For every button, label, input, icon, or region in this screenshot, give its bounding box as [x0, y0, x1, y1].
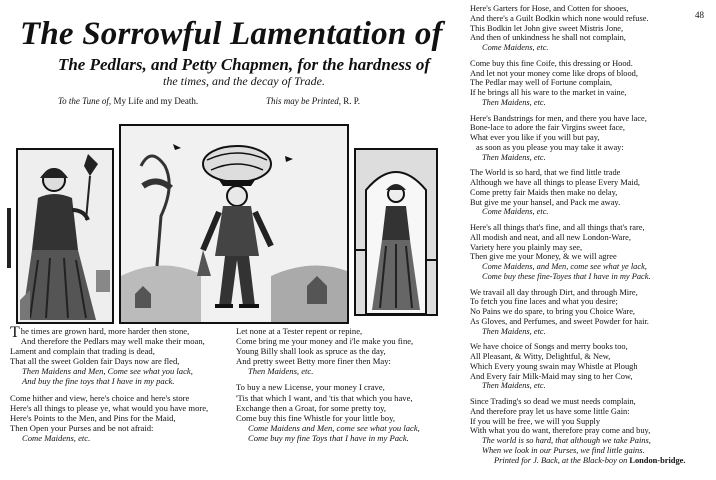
verse-line: If he brings all his ware to the market in vaine, — [470, 88, 627, 97]
stanza — [470, 397, 706, 465]
stanza — [10, 393, 232, 443]
verse-line: Since Trading's so dead we must needs complain, — [470, 397, 636, 406]
stanza — [10, 326, 232, 387]
verse-line: As Gloves, and Perfumes, and sweet Powder for hair. — [470, 316, 649, 326]
verse-line: With what you do want, therefore pray come and buy, — [470, 426, 651, 436]
verse-line: That all the sweet Golden fair Days now are fled, — [10, 356, 180, 367]
ballad-title: The Sorrowful Lamentation of — [20, 16, 443, 52]
verse-line: And therefore pray let us have some little Gain: — [470, 406, 630, 416]
verse-line: But give me your hansel, and Pack me away. — [470, 197, 621, 207]
verse-line: Exchange then a Groat, for some pretty toy, — [236, 402, 387, 413]
refrain-line: Then Maidens, etc. — [482, 97, 546, 107]
refrain-line: Then Maidens, etc. — [482, 152, 546, 162]
imprint-text: Printed for J. Back, at the Black-boy on — [494, 455, 628, 465]
stanza — [470, 223, 706, 282]
verse-line: Young Billy shall look as spruce as the day, — [236, 346, 386, 357]
verse-line: Here's Garters for Hose, and Cotten for shooes, — [470, 4, 629, 13]
verse-line: Here's Points to the Men, and Pins for the Maid, — [10, 412, 176, 423]
verse-line: Here's Bandstrings for men, and there you have lace, — [470, 113, 647, 123]
verse-column-3 — [470, 4, 706, 471]
verse-line: Let none at a Tester repent or repine, — [236, 326, 363, 336]
verse-line: The World is so hard, that we find little trade — [470, 168, 621, 178]
verse-line: Come buy this fine Whistle for your little boy, — [236, 412, 395, 423]
refrain-line: Then Maidens, etc. — [248, 366, 314, 377]
chorus-line: Then Maidens and Men, Come see what you lack, — [22, 366, 193, 377]
license-label: This may be Printed, — [266, 96, 341, 106]
verse-line: And then of unkindness he shall not complain, — [470, 33, 626, 43]
imprint-location: London-bridge. — [629, 455, 686, 465]
verse-line: To fetch you fine laces and what you desire; — [470, 297, 618, 307]
verse-line: Variety here you plainly may see, — [470, 242, 583, 252]
verse-column-1 — [10, 326, 232, 449]
verse-line: We travail all day through Dirt, and through Mire, — [470, 287, 638, 297]
margin-rule — [7, 208, 11, 268]
verse-line: If you will be free, we will you Supply — [470, 416, 601, 426]
verse-line: he times are grown hard, more harder then stone, — [20, 326, 190, 336]
verse-line: This Bodkin let John give sweet Mistris Jone, — [470, 23, 624, 33]
stanza — [470, 114, 706, 163]
chorus-line: Come Maidens and Men, come see what you lack, — [248, 422, 420, 433]
verse-line: Come hither and view, here's choice and here's store — [10, 392, 190, 403]
stanza — [470, 59, 706, 108]
stanza — [236, 382, 462, 443]
stanza — [236, 326, 462, 376]
verse-line: Come pretty fair Maids then make no delay, — [470, 187, 618, 197]
chorus-line: Come buy these fine-Toyes that I have in my Pack. — [482, 271, 651, 281]
verse-line: Here's all things that's fine, and all things that's rare, — [470, 223, 645, 232]
woman-flower-illustration — [18, 150, 112, 322]
chorus-line: Come buy my fine Toys that I have in my Pack. — [248, 432, 409, 443]
woodcut-pedlar — [119, 124, 349, 324]
verse-line: All Pleasant, & Witty, Delightful, & New, — [470, 352, 611, 361]
stanza — [470, 4, 706, 53]
verse-line: The Pedlar may well of Fortune complain, — [470, 78, 613, 88]
tune-line — [58, 96, 198, 106]
verse-column-2 — [236, 326, 462, 449]
refrain-line: Come Maidens, etc. — [22, 432, 91, 443]
verse-line: All modish and neat, and all new London-Ware, — [470, 232, 631, 242]
chorus-line: And buy the fine toys that I have in my pack. — [22, 376, 175, 387]
license-initials: R. P. — [343, 96, 361, 106]
verse-line: 'Tis that which I want, and 'tis that which you have, — [236, 392, 413, 403]
verse-line: We have choice of Songs and merry books too, — [470, 342, 628, 352]
verse-line: No Pains we do spare, to bring you Choice Ware, — [470, 307, 636, 316]
subtitle-line-2: the times, and the decay of Trade. — [163, 73, 325, 88]
ballad-subtitle — [24, 56, 464, 87]
verse-line: as soon as you please you may take it away: — [476, 142, 624, 152]
verse-line: Which Every young swain may Whistle at Plough — [470, 361, 638, 371]
verse-line: And there's a Guilt Bodkin which none would refuse. — [470, 13, 649, 23]
woodcut-woman-flower — [16, 148, 114, 324]
pedlar-illustration — [121, 126, 347, 322]
refrain-line: Come Maidens, etc. — [482, 43, 549, 52]
verse-line: Lament and complain that trading is dead, — [10, 346, 155, 357]
refrain-line: Then Maidens, etc. — [482, 381, 546, 391]
drop-cap: T — [10, 324, 20, 341]
woodcut-lady-arch — [354, 148, 438, 316]
verse-line: Come bring me your money and i'le make you fine, — [236, 336, 414, 347]
tune-name: My Life and my Death. — [113, 96, 199, 106]
refrain-line: Come Maidens, etc. — [482, 207, 549, 217]
verse-line: Come buy this fine Coife, this dressing or Hood. — [470, 58, 633, 68]
stanza — [470, 168, 706, 217]
lady-arch-illustration — [356, 150, 436, 314]
page-number: 48 — [695, 10, 704, 20]
license-line — [266, 96, 360, 106]
verse-line: Here's all things to please ye, what would you have more, — [10, 402, 209, 413]
verse-line: Then give me your Money, & we will agree — [470, 252, 617, 262]
refrain-line: Then Maidens, etc. — [482, 326, 546, 336]
verse-line: Then Open your Purses and be not afraid: — [10, 422, 154, 433]
subtitle-line-1: The Pedlars, and Petty Chapmen, for the hardness of — [57, 55, 431, 74]
verse-line: To buy a new License, your money I crave, — [236, 382, 385, 393]
verse-line: And therefore the Pedlars may well make their moan, — [20, 336, 205, 347]
tune-prefix: To the Tune of, — [58, 96, 112, 106]
closing-line: The world is so hard, that although we take Pains, — [482, 436, 651, 445]
verse-line: Although we have all things to please Every Maid, — [470, 178, 641, 187]
chorus-line: Come Maidens, and Men, come see what ye lack, — [482, 262, 647, 271]
verse-line: Bone-lace to adore the fair Virgins sweet face, — [470, 123, 625, 133]
verse-line: And Every fair Milk-Maid may sing to her Cow, — [470, 371, 633, 381]
verse-line: And let not your money come like drops of blood, — [470, 68, 638, 78]
verse-line: What ever you like if you will but pay, — [470, 133, 600, 142]
stanza — [470, 288, 706, 337]
closing-line: When we look in our Purses, we find little gains. — [482, 445, 645, 455]
verse-line: And pretty sweet Betty more finer then May: — [236, 356, 391, 367]
stanza — [470, 342, 706, 391]
imprint — [470, 456, 706, 466]
